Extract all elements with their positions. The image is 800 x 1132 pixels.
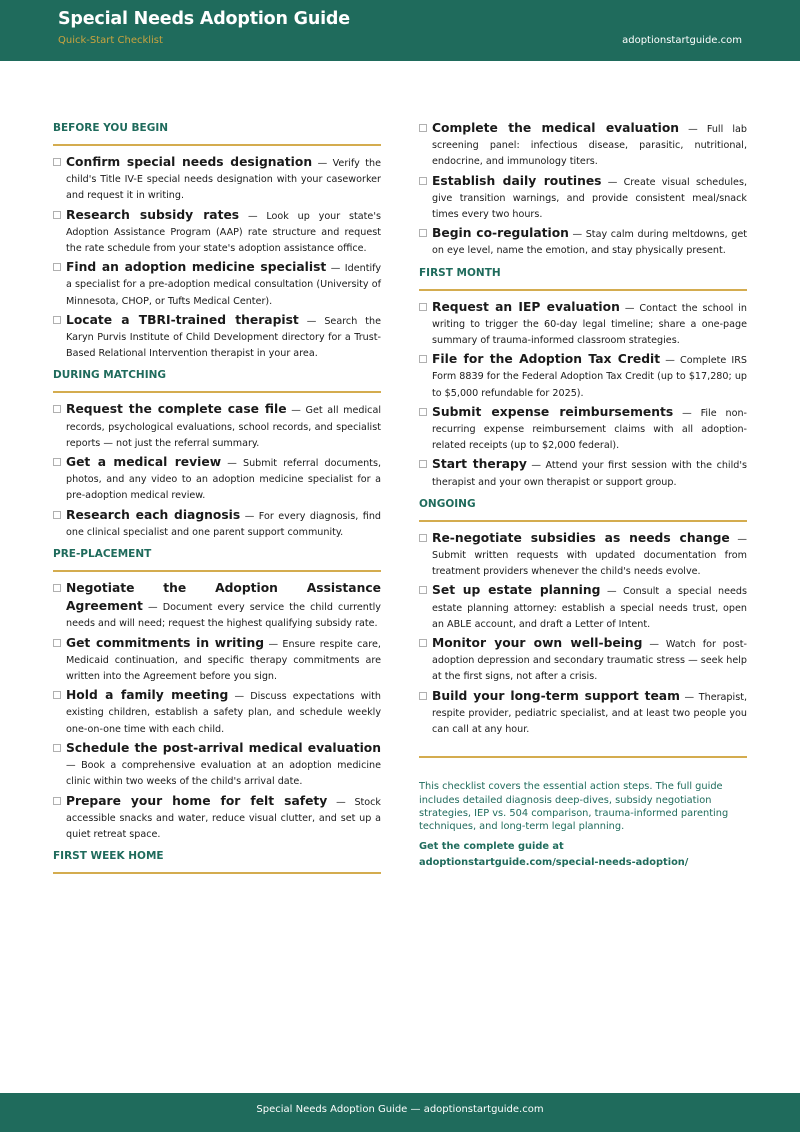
checkbox[interactable] — [53, 316, 61, 324]
section-matching-items — [53, 401, 381, 541]
checkbox[interactable] — [53, 584, 61, 592]
guide-cta — [419, 839, 747, 871]
checklist-item-description: — Get all medical records, psychological evaluations, school records, and specialist reports — not just the referral summary. — [66, 405, 382, 449]
right-column — [419, 120, 747, 871]
checklist-item-description: — Search the Karyn Purvis Institute of Child Development directory for a Trust-Based Relational Intervention therapist in your area. — [66, 315, 381, 360]
checklist-item — [419, 404, 747, 455]
section-title-firstmonth: FIRST MONTH — [419, 267, 747, 291]
checklist-item-title: Negotiate the Adoption Assistance Agreement — [66, 581, 381, 614]
checkbox[interactable] — [53, 211, 61, 219]
checkbox[interactable] — [419, 408, 427, 416]
checklist-item-title: File for the Adoption Tax Credit — [432, 352, 661, 367]
checklist-item — [419, 299, 747, 350]
checklist-item — [53, 259, 381, 310]
left-column — [53, 122, 381, 874]
checklist-item — [419, 351, 747, 402]
checklist-item — [419, 456, 747, 490]
checklist-item-title: Research each diagnosis — [66, 507, 241, 522]
checklist-item-title: Build your long-term support team — [432, 688, 680, 703]
page-title: Special Needs Adoption Guide — [58, 9, 350, 29]
checklist-item — [419, 225, 747, 259]
checklist-item-title: Get commitments in writing — [66, 635, 265, 650]
checklist-item-title: Establish daily routines — [432, 173, 602, 188]
checklist-item-description: — Document every service the child currently needs and will need; request the highest qualifying subsidy rate. — [66, 602, 381, 630]
checkbox[interactable] — [53, 797, 61, 805]
checklist-item-description: — Therapist, respite provider, pediatric specialist, and at least two people you can call at any hour. — [432, 691, 747, 736]
checklist-item-description: — Ensure respite care, Medicaid continuation, and specific therapy commitments are written into the Agreement before you sign. — [66, 638, 381, 683]
checklist-item-title: Monitor your own well-being — [432, 636, 643, 651]
section-title-preplacement: PRE-PLACEMENT — [53, 548, 381, 572]
checklist-item — [53, 507, 381, 541]
checklist-item-description: — Watch for post-adoption depression and secondary traumatic stress — seek help at the first signs, not after a crisis. — [432, 639, 747, 683]
checkbox[interactable] — [53, 158, 61, 166]
checkbox[interactable] — [419, 692, 427, 700]
checklist-item-description: — Create visual schedules, give transition warnings, and provide consistent meal/snack times every two hours. — [432, 176, 747, 221]
checklist-item-title: Get a medical review — [66, 455, 222, 470]
checklist-item — [53, 580, 381, 633]
checklist-item-description: — File non-recurring expense reimbursement claims with all adoption-related receipts (up to $2,000 federal). — [432, 407, 747, 452]
checklist-item-description: — Stay calm during meltdowns, get on eye level, name the emotion, and stay physically present. — [432, 229, 747, 257]
section-before-items — [53, 154, 381, 362]
checklist-item-title: Request an IEP evaluation — [432, 299, 620, 314]
checklist-item-title: Submit expense reimbursements — [432, 404, 674, 419]
section-title-firstweek: FIRST WEEK HOME — [53, 850, 381, 874]
checklist-item-description: — Contact the school in writing to trigger the 60-day legal timeline; share a one-page summary of trauma-informed classroom strategies. — [432, 302, 747, 347]
checklist-item-title: Find an adoption medicine specialist — [66, 260, 327, 275]
checklist-item-title: Begin co-regulation — [432, 226, 569, 241]
checkbox[interactable] — [53, 744, 61, 752]
checklist-item — [53, 312, 381, 363]
checkbox[interactable] — [419, 229, 427, 237]
checklist-item — [53, 635, 381, 686]
checklist-item — [419, 635, 747, 686]
checklist-item — [53, 687, 381, 738]
checklist-item-description: — Stock accessible snacks and water, reduce visual clutter, and set up a quiet retreat space. — [66, 796, 381, 840]
checkbox[interactable] — [53, 639, 61, 647]
checklist-item — [53, 154, 381, 205]
checkbox[interactable] — [419, 586, 427, 594]
checklist-item-description: — Submit written requests with updated documentation from treatment providers whenever the child's needs evolve. — [432, 533, 747, 578]
checklist-item-description: — Attend your first session with the child's therapist and your own therapist or support group. — [432, 460, 747, 488]
checkbox[interactable] — [419, 460, 427, 468]
page-subtitle: Quick-Start Checklist — [58, 35, 163, 46]
checklist-item-description: — Look up your state's Adoption Assistance Program (AAP) rate structure and request the rate schedule from your state's adoption assistance office. — [66, 210, 381, 255]
checklist-item — [419, 582, 747, 633]
checklist-item — [419, 173, 747, 224]
cta-text: Get the complete guide at — [419, 841, 564, 853]
checklist-item — [53, 740, 381, 791]
checklist-item — [419, 530, 747, 581]
checklist-item-title: Research subsidy rates — [66, 207, 240, 222]
closing-note: This checklist covers the essential action steps. The full guide includes detailed diagnosis deep-dives, subsidy negotiation strategies, IEP vs. 504 comparison, trauma-informed parenting techniques, and long-term legal planning. — [419, 781, 729, 832]
checklist-item-title: Complete the medical evaluation — [432, 121, 680, 135]
checklist-item — [419, 120, 747, 171]
checklist-item-title: Schedule the post-arrival medical evaluation — [66, 740, 381, 755]
section-title-before: BEFORE YOU BEGIN — [53, 122, 381, 146]
checklist-item — [53, 207, 381, 258]
checklist-item — [419, 688, 747, 739]
checklist-item-description: — Full lab screening panel: infectious disease, parasitic, nutritional, endocrine, and immunology titers. — [432, 124, 747, 168]
section-title-ongoing: ONGOING — [419, 498, 747, 522]
checklist-item-description: — Verify the child's Title IV-E special needs designation with your caseworker and request it in writing. — [66, 158, 381, 202]
section-firstweek-items — [419, 120, 747, 260]
checkbox[interactable] — [419, 303, 427, 311]
checklist-item-title: Locate a TBRI-trained therapist — [66, 312, 299, 327]
checklist-item — [53, 454, 381, 505]
checkbox[interactable] — [419, 639, 427, 647]
checklist-item-description: — Identify a specialist for a pre-adoption medical consultation (University of Minnesota, CHOP, or Tufts Medical Center). — [66, 263, 382, 307]
checklist-item-title: Set up estate planning — [432, 583, 601, 598]
checklist-item-title: Re-negotiate subsidies as needs change — [432, 530, 730, 545]
page-footer: Special Needs Adoption Guide — adoptionstartguide.com — [0, 1093, 800, 1132]
section-ongoing-items — [419, 530, 747, 738]
section-firstmonth-items — [419, 299, 747, 491]
checklist-item-title: Confirm special needs designation — [66, 155, 313, 169]
checkbox[interactable] — [53, 263, 61, 271]
checkbox[interactable] — [419, 355, 427, 363]
section-preplacement-items — [53, 580, 381, 843]
checkbox[interactable] — [419, 534, 427, 542]
checkbox[interactable] — [53, 691, 61, 699]
checklist-item-title: Hold a family meeting — [66, 688, 229, 703]
checklist-item-description: — Consult a special needs estate planning attorney: establish a special needs trust, open an ABLE account, and draft a Letter of Intent. — [432, 586, 747, 630]
header-url: adoptionstartguide.com — [622, 35, 742, 46]
checkbox[interactable] — [53, 458, 61, 466]
checklist-item-title: Start therapy — [432, 457, 527, 472]
section-title-matching: DURING MATCHING — [53, 369, 381, 393]
checklist-item-title: Request the complete case file — [66, 402, 287, 417]
checklist-item — [53, 401, 381, 452]
page-header — [0, 0, 800, 61]
checklist-item-description: — Book a comprehensive evaluation at an adoption medicine clinic within two weeks of the child's arrival date. — [66, 760, 381, 788]
checklist-item-title: Prepare your home for felt safety — [66, 793, 328, 808]
checklist-item-description: — Complete IRS Form 8839 for the Federal Adoption Tax Credit (up to $17,280; up to $5,000 refundable for 2025). — [432, 355, 747, 399]
closing-divider — [419, 756, 747, 758]
checklist-item-description: — Discuss expectations with existing children, establish a safety plan, and schedule weekly one-on-one time with each child. — [66, 691, 381, 735]
checkbox[interactable] — [419, 124, 427, 132]
checklist-item — [53, 793, 381, 844]
checklist-item-description: — Submit referral documents, photos, and any video to an adoption medicine specialist for a pre-adoption medical review. — [66, 458, 381, 502]
checklist-item-description: — For every diagnosis, find one clinical specialist and one parent support community. — [66, 510, 381, 538]
guide-link[interactable]: adoptionstartguide.com/special-needs-adoption/ — [419, 857, 689, 869]
checkbox[interactable] — [419, 177, 427, 185]
checkbox[interactable] — [53, 405, 61, 413]
checkbox[interactable] — [53, 511, 61, 519]
